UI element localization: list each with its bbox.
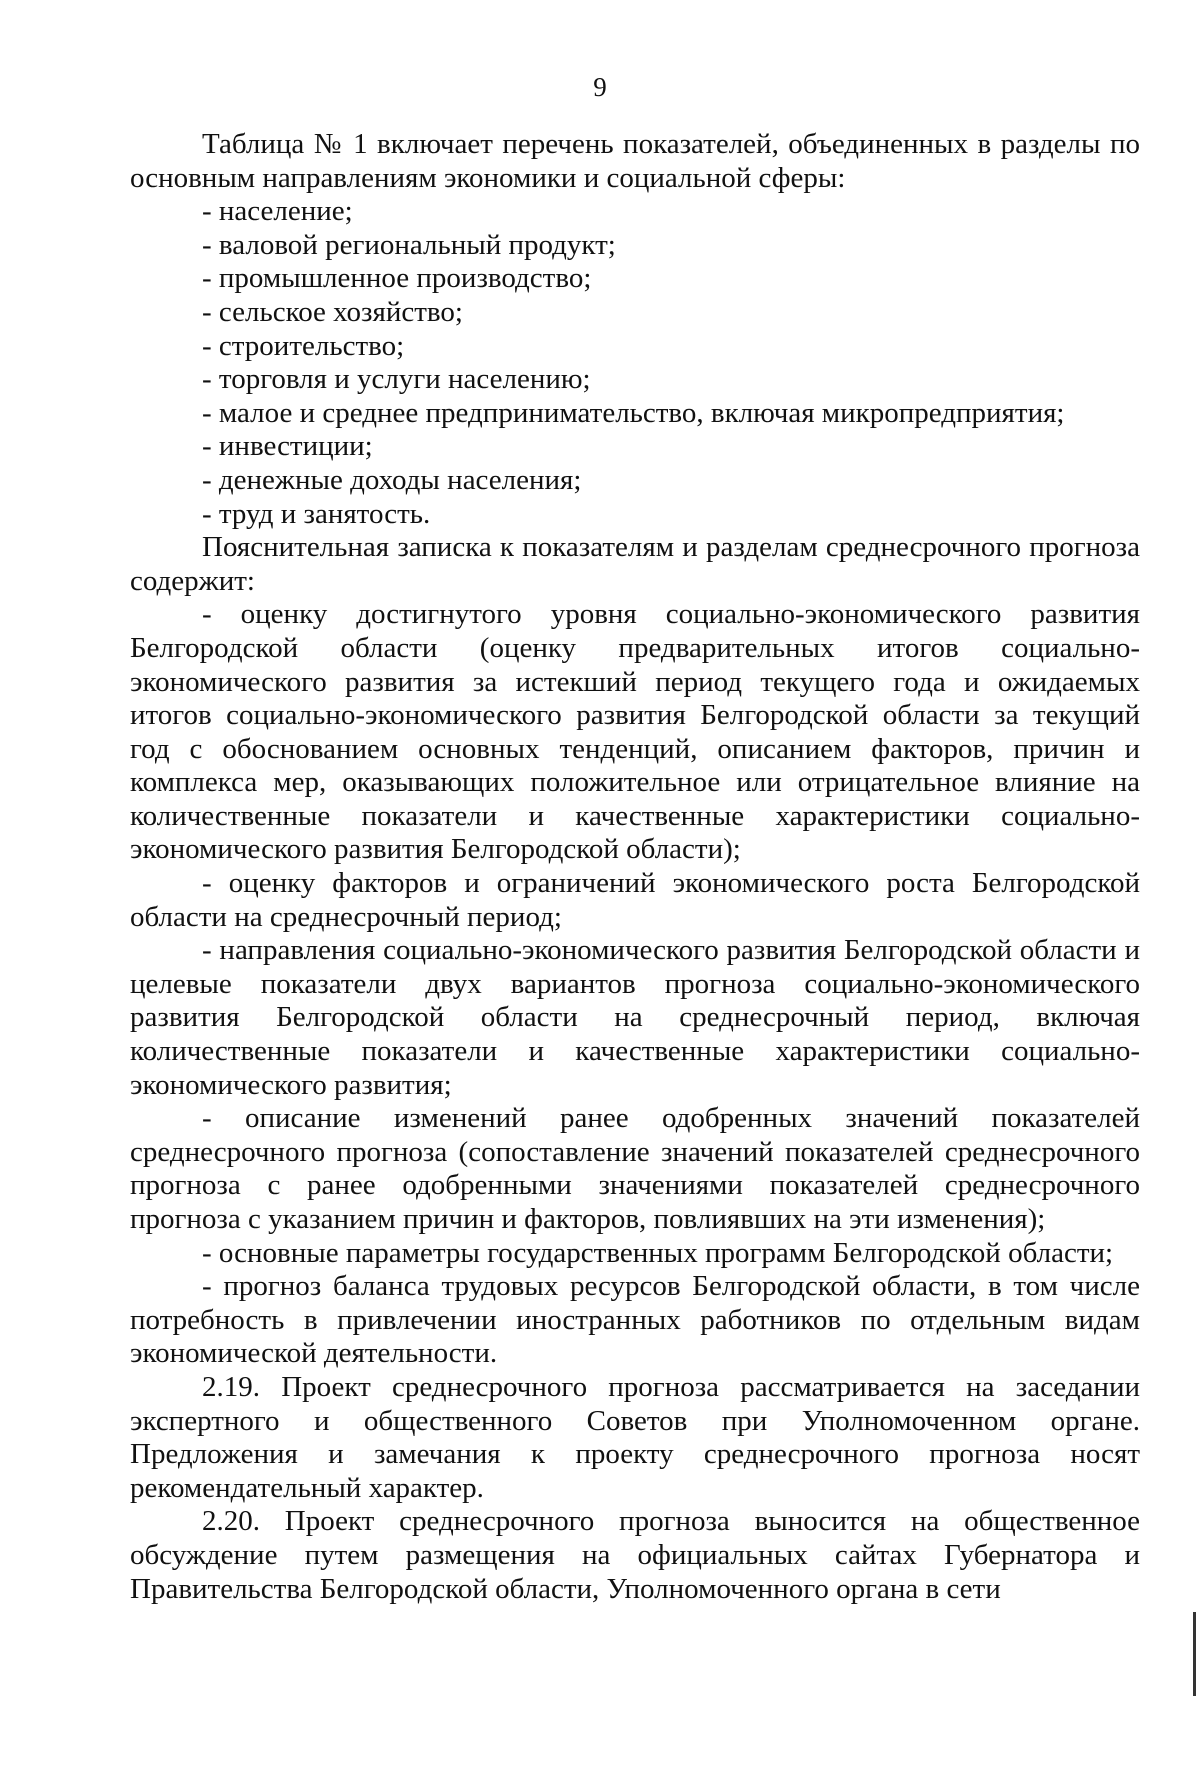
section-item: - промышленное производство; [202,262,592,295]
note-item: - оценку достигнутого уровня социально-экономического развития Белгородской области (оценку предварительных итогов социально-экономического развития за истекший период текущего года и ожидаемых итогов социально-экономического развития Белгородской области за текущий год с обоснованием основных тенденций, описанием факторов, причин и комплекса мер, оказывающих положительное или отрицательное влияние на количественные показатели и качественные характеристики социально-экономического развития Белгородской области); [130,598,1140,866]
page-number: 9 [593,72,607,102]
note-item: - направления социально-экономического развития Белгородской области и целевые показатели двух вариантов прогноза социально-экономического развития Белгородской области на среднесрочный период, включая количественные показатели и качественные характеристики социально-экономического развития; [130,934,1140,1101]
section-item: - денежные доходы населения; [202,463,582,496]
section-item: - строительство; [202,329,405,362]
note-item: - прогноз баланса трудовых ресурсов Белгородской области, в том числе потребность в привлечении иностранных работников по отдельным видам экономической деятельности. [130,1270,1140,1370]
scan-edge-mark [1193,1612,1196,1696]
document-body [130,128,1140,1606]
clause-2-20: 2.20. Проект среднесрочного прогноза выносится на общественное обсуждение путем размещения на официальных сайтах Губернатора и Правительства Белгородской области, Уполномоченного органа в сети [130,1505,1140,1605]
section-item: - инвестиции; [202,430,373,463]
note-item: - описание изменений ранее одобренных значений показателей среднесрочного прогноза (сопоставление значений показателей среднесрочного прогноза с ранее одобренными значениями показателей среднесрочного прогноза с указанием причин и факторов, повлиявших на эти изменения); [130,1102,1140,1235]
section-item: - валовой региональный продукт; [202,228,616,261]
note-item: - оценку факторов и ограничений экономического роста Белгородской области на среднесрочный период; [130,867,1140,933]
section-item: - торговля и услуги населению; [202,363,591,396]
section-item: - труд и занятость. [202,497,431,530]
note-intro-paragraph: Пояснительная записка к показателям и разделам среднесрочного прогноза содержит: [130,531,1140,597]
sections-list [130,195,1140,531]
note-item: - основные параметры государственных программ Белгородской области; [202,1236,1114,1269]
section-item: - сельское хозяйство; [202,295,463,328]
section-item: - малое и среднее предпринимательство, включая микропредприятия; [202,396,1065,429]
section-item: - население; [202,195,353,228]
clause-2-19: 2.19. Проект среднесрочного прогноза рассматривается на заседании экспертного и общественного Советов при Уполномоченном органе. Предложения и замечания к проекту среднесрочного прогноза носят рекомендательный характер. [130,1370,1140,1504]
intro-paragraph: Таблица № 1 включает перечень показателей, объединенных в разделы по основным направлениям экономики и социальной сферы: [130,128,1140,194]
